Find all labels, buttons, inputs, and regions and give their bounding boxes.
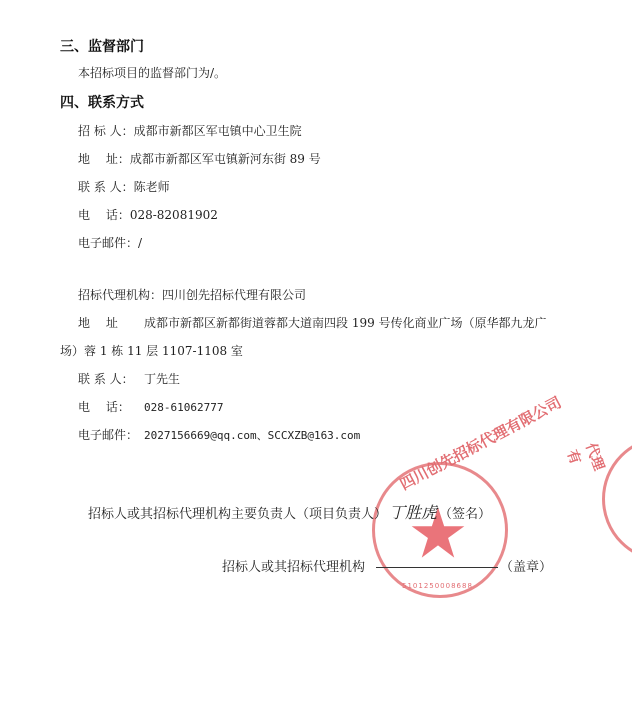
- agency-contact-label: 联 系 人：: [78, 372, 134, 386]
- agency-name-label: 招标代理机构：: [78, 288, 163, 302]
- edge-seal: [602, 436, 632, 562]
- agency-address-row: [78, 314, 547, 331]
- tenderer-name-value: 成都市新都区军屯镇中心卫生院: [133, 124, 302, 138]
- agency-phone-value: 028-61062777: [144, 401, 224, 414]
- tenderer-phone-row: [78, 206, 218, 223]
- tenderer-contact-label: 联 系 人：: [78, 180, 134, 194]
- tenderer-name-label: 招 标 人：: [78, 124, 134, 138]
- section4-heading: 四、联系方式: [60, 95, 144, 111]
- stamp-line-suffix: （盖章）: [500, 560, 553, 575]
- tenderer-address-value: 成都市新都区军屯镇新河东街 89 号: [129, 152, 321, 166]
- agency-address-value-line2: 场）蓉 1 栋 11 层 1107-1108 室: [60, 344, 243, 358]
- agency-name-value: 四川创先招标代理有限公司: [162, 288, 307, 302]
- agency-address-value-line1: 成都市新都区新都街道蓉都大道南四段 199 号传化商业广场（原华都九龙广: [144, 316, 547, 330]
- section3-body: 本招标项目的监督部门为/。: [78, 66, 227, 80]
- tenderer-contact-value: 陈老师: [133, 180, 170, 194]
- tenderer-phone-label: 电 话：: [78, 208, 130, 222]
- tenderer-address-label: 地 址：: [78, 152, 130, 166]
- signature-line-suffix: （签名）: [439, 507, 492, 522]
- stamp-line-prefix: 招标人或其招标代理机构: [222, 560, 366, 575]
- agency-contact-value: 丁先生: [144, 372, 181, 386]
- handwritten-signature: 丁胜虎: [389, 503, 438, 522]
- seal-text: 四川创先招标代理有限公司: [396, 393, 565, 494]
- agency-email-label: 电子邮件：: [78, 428, 139, 442]
- agency-address-label: 地 址: [78, 316, 118, 330]
- agency-phone-row: [78, 398, 223, 415]
- agency-email-value: 2027156669@qq.com、SCCXZB@163.com: [144, 429, 361, 442]
- edge-seal-text: 代理有: [563, 441, 607, 473]
- agency-phone-label: 电 话：: [78, 400, 130, 414]
- stamp-underline: [376, 567, 498, 568]
- tenderer-email-value: /: [138, 236, 143, 250]
- tenderer-email-row: [78, 234, 142, 251]
- seal-code: 5101250008688: [402, 582, 473, 590]
- agency-name-row: [78, 286, 306, 303]
- signature-line: [88, 500, 491, 523]
- tenderer-phone-value: 028-82081902: [129, 208, 218, 222]
- agency-contact-row: [78, 370, 180, 387]
- tenderer-name-row: [78, 122, 302, 139]
- tenderer-email-label: 电子邮件：: [78, 236, 139, 250]
- tenderer-address-row: [78, 150, 321, 167]
- section3-heading: 三、监督部门: [60, 39, 144, 55]
- tenderer-contact-row: [78, 178, 170, 195]
- signature-line-prefix: 招标人或其招标代理机构主要负责人（项目负责人）: [88, 507, 388, 522]
- agency-email-row: [78, 426, 360, 443]
